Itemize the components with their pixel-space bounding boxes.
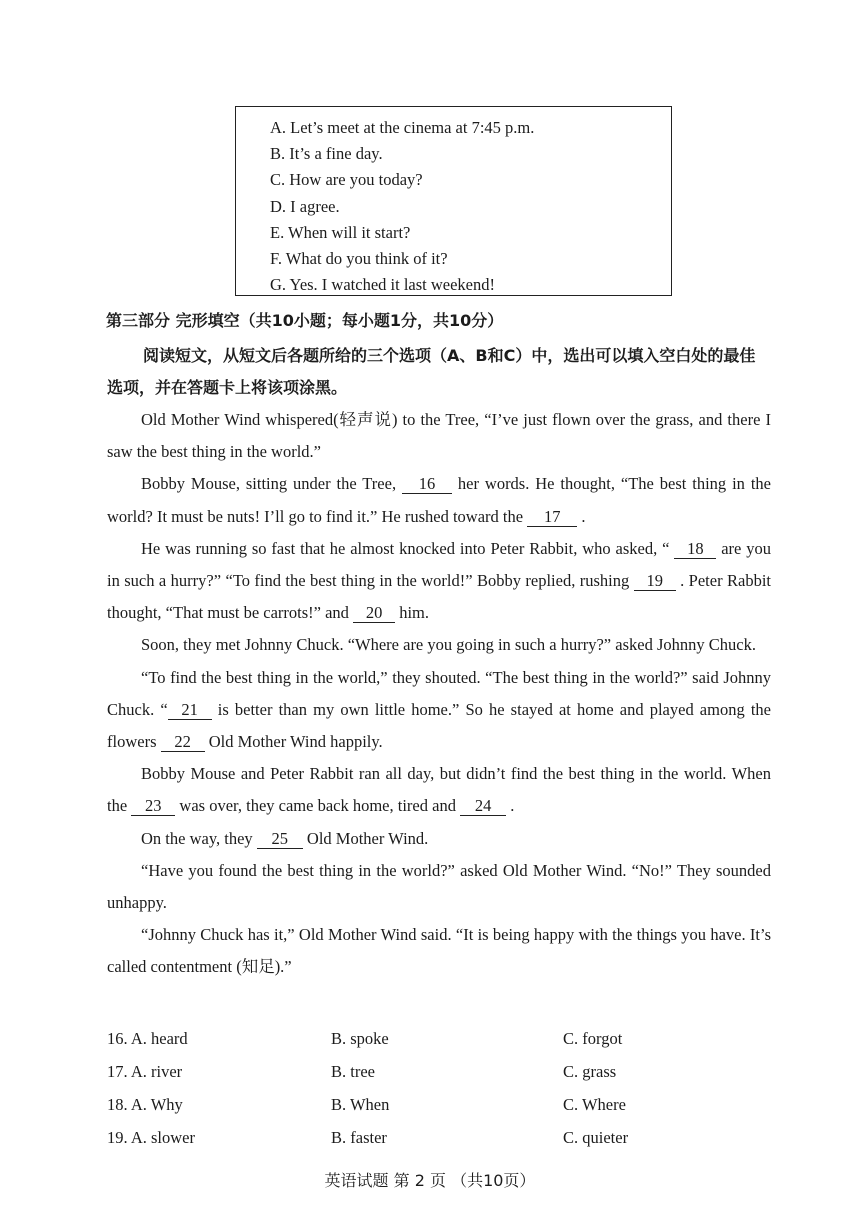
passage-paragraph-8: “Have you found the best thing in the world?” asked Old Mother Wind. “No!” They sounded unhappy.: [107, 860, 771, 913]
question-19: [107, 1121, 771, 1154]
option-a: A. Let’s meet at the cinema at 7:45 p.m.: [270, 118, 535, 137]
passage-paragraph-3: [107, 533, 771, 630]
choice-a: 18. A. Why: [107, 1094, 183, 1114]
passage-text: On the way, they: [141, 828, 257, 848]
question-18: [107, 1088, 771, 1121]
choice-a: 16. A. heard: [107, 1028, 188, 1048]
passage-text: . Peter Rabbit thought, “That must be carrots!” and: [107, 571, 771, 623]
blank-25: 25: [257, 830, 303, 849]
passage-paragraph-1: Old Mother Wind whispered(轻声说) to the Tree, “I’ve just flown over the grass, and there I saw the best thing in the world.”: [107, 410, 771, 462]
passage-paragraph-2: [107, 468, 771, 532]
blank-23: 23: [131, 797, 175, 816]
passage-text: Bobby Mouse and Peter Rabbit ran all day, but didn’t find the best thing in the world. When the: [107, 764, 771, 816]
option-f: F. What do you think of it?: [270, 249, 448, 269]
passage-text: was over, they came back home, tired and: [175, 796, 461, 816]
passage-text: is better than my own little home.” So he stayed at home and played among the flowers: [107, 699, 771, 752]
passage-paragraph-5: [107, 662, 771, 759]
blank-24: 24: [460, 797, 506, 816]
question-16: [107, 1022, 771, 1055]
passage-paragraph-7: [107, 823, 771, 855]
choice-b: B. When: [331, 1094, 390, 1114]
question-list: [107, 1022, 771, 1154]
passage-text: Bobby Mouse, sitting under the Tree,: [141, 474, 402, 494]
passage-paragraph-4: Soon, they met Johnny Chuck. “Where are you going in such a hurry?” asked Johnny Chuck.: [141, 635, 756, 655]
choice-b: B. faster: [331, 1127, 387, 1147]
blank-22: 22: [161, 733, 205, 752]
page-footer: 英语试题 第 2 页 （共10页）: [324, 1171, 536, 1190]
passage-text: Old Mother Wind happily.: [204, 732, 383, 752]
blank-17: 17: [527, 508, 577, 527]
option-c: C. How are you today?: [270, 170, 423, 190]
choice-a: 19. A. slower: [107, 1127, 195, 1147]
question-17: [107, 1055, 771, 1088]
cloze-passage: [107, 404, 771, 984]
dialogue-options-box: [235, 106, 672, 296]
passage-text: He was running so fast that he almost knocked into Peter Rabbit, who asked, “: [141, 538, 675, 558]
section-instructions: 阅读短文，从短文后各题所给的三个选项（A、B和C）中，选出可以填入空白处的最佳选项，并在答题卡上将该项涂黑。: [107, 346, 756, 397]
choice-c: C. quieter: [563, 1127, 629, 1147]
choice-b: B. tree: [331, 1061, 375, 1081]
passage-text: .: [506, 796, 515, 816]
passage-paragraph-6: [107, 758, 771, 822]
passage-text: .: [577, 506, 586, 526]
option-g: G. Yes. I watched it last weekend!: [270, 275, 495, 295]
blank-19: 19: [634, 572, 676, 591]
passage-text: are you in such a hurry?” “To find the best thing in the world!” Bobby replied, rushing: [107, 538, 771, 591]
choice-b: B. spoke: [331, 1028, 389, 1048]
passage-text: him.: [395, 603, 429, 623]
blank-18: 18: [674, 540, 716, 559]
passage-paragraph-9: “Johnny Chuck has it,” Old Mother Wind said. “It is being happy with the things you have. It’s called contentment (知足).”: [107, 925, 771, 977]
option-e: E. When will it start?: [270, 222, 411, 242]
choice-a: 17. A. river: [107, 1061, 183, 1081]
section-title: 第三部分 完形填空（共10小题；每小题1分，共10分）: [106, 311, 504, 330]
blank-21: 21: [168, 701, 212, 720]
blank-20: 20: [353, 604, 395, 623]
choice-c: C. grass: [563, 1061, 617, 1081]
blank-16: 16: [402, 475, 452, 494]
passage-text: her words. He thought, “The best thing in the world? It must be nuts! I’ll go to find it.” He rushed toward the: [107, 474, 772, 526]
passage-text: “To find the best thing in the world,” they shouted. “The best thing in the world?” said Johnny Chuck. “: [107, 667, 771, 719]
passage-text: Old Mother Wind.: [302, 828, 429, 848]
choice-c: C. Where: [563, 1094, 626, 1114]
option-d: D. I agree.: [270, 196, 340, 216]
option-b: B. It’s a fine day.: [270, 144, 383, 164]
choice-c: C. forgot: [563, 1028, 623, 1048]
